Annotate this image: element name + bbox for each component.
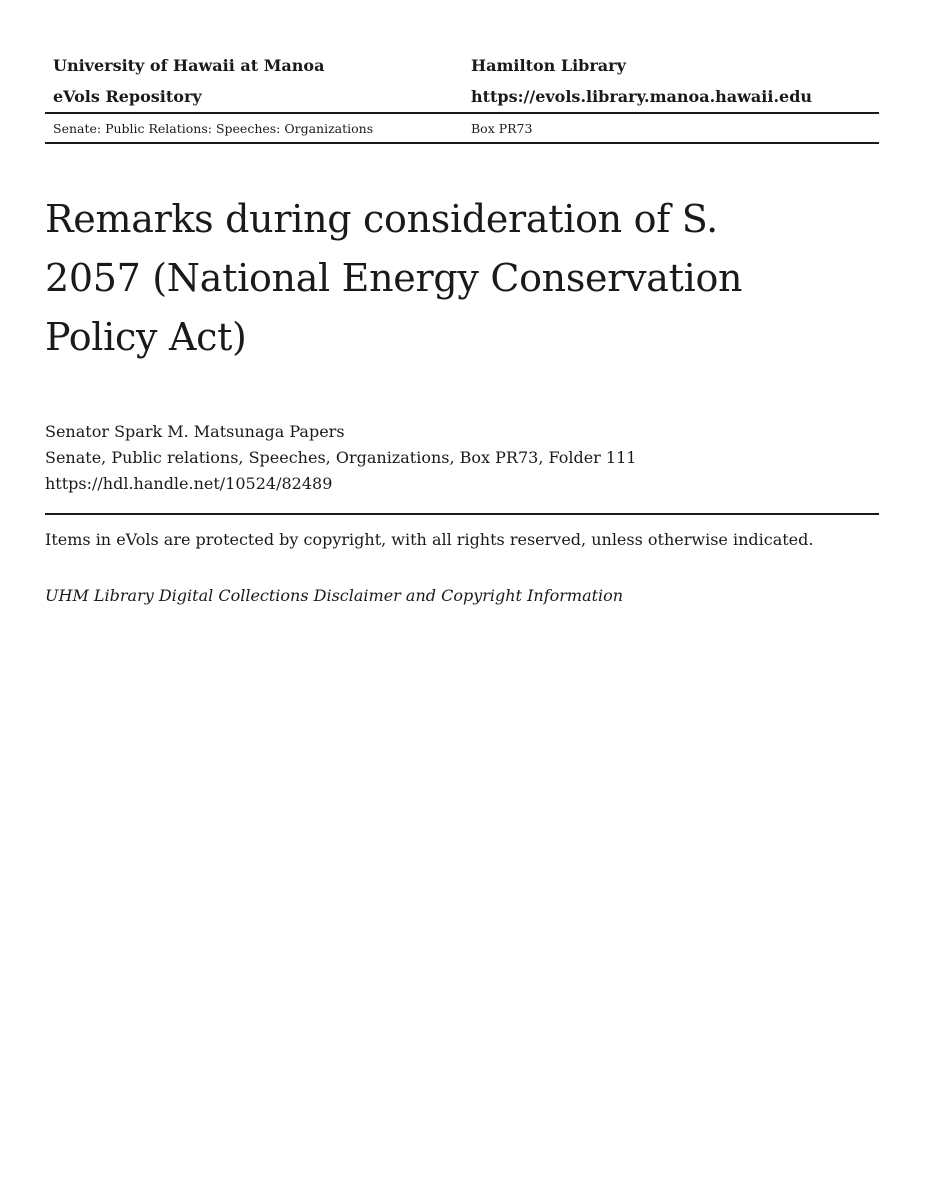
copyright-notice: Items in eVols are protected by copyright, with all rights reserved, unless otherwise indicated. [45, 530, 814, 549]
folder-location: Senate, Public relations, Speeches, Organizations, Box PR73, Folder 111 [45, 448, 637, 467]
institution-name: University of Hawaii at Manoa [53, 56, 325, 75]
collection-info-row [45, 114, 879, 142]
handle-link[interactable]: https://hdl.handle.net/10524/82489 [45, 474, 333, 493]
document-metadata [45, 419, 879, 497]
document-title: Remarks during consideration of S. 2057 (National Energy Conservation Policy Act) [45, 197, 743, 359]
header-row-bottom [45, 81, 879, 112]
collection-name: Senator Spark M. Matsunaga Papers [45, 422, 345, 441]
repository-url[interactable]: https://evols.library.manoa.hawaii.edu [471, 87, 813, 106]
disclaimer-link[interactable]: UHM Library Digital Collections Disclaimer and Copyright Information [45, 586, 624, 605]
box-label: Box PR73 [471, 120, 533, 136]
header-row-top [45, 50, 879, 81]
document-header [45, 50, 879, 144]
collection-path: Senate: Public Relations: Speeches: Organizations [53, 120, 374, 136]
section-divider [45, 513, 879, 515]
library-name: Hamilton Library [471, 56, 626, 75]
repository-name: eVols Repository [53, 87, 202, 106]
header-divider-bottom [45, 142, 879, 144]
